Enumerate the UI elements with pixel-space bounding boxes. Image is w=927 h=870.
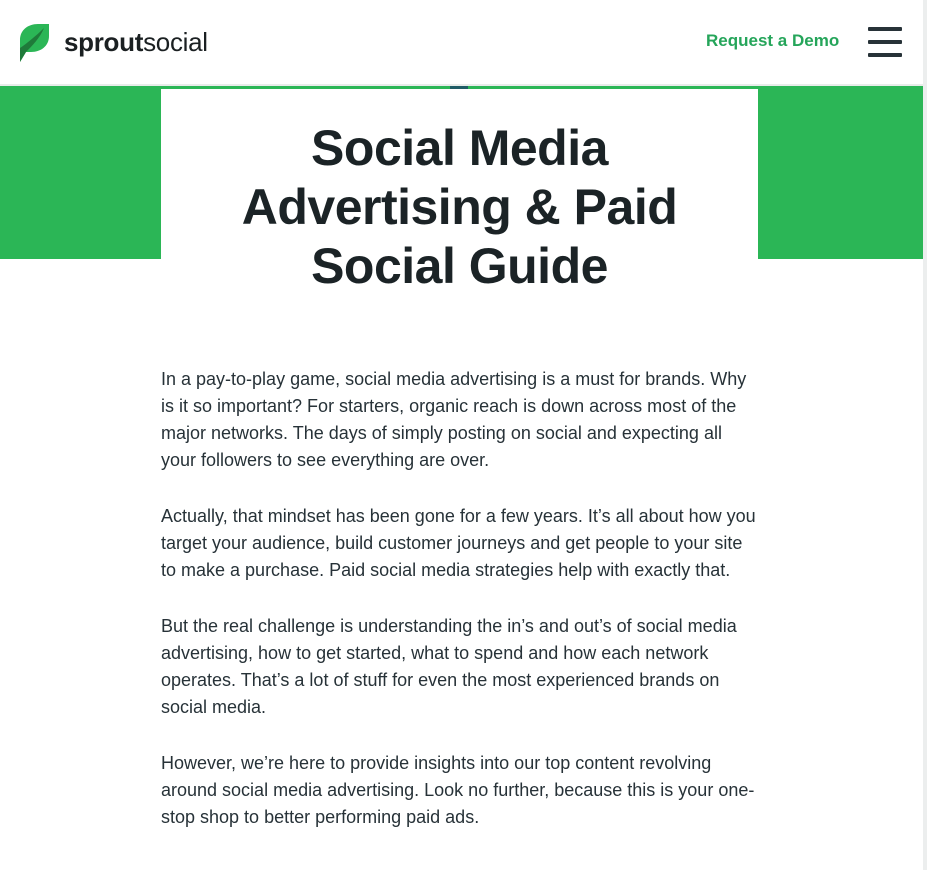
article-body: [161, 366, 761, 860]
menu-bar: [868, 27, 902, 31]
hamburger-menu-icon[interactable]: [868, 27, 902, 57]
brand-wordmark-light: social: [143, 27, 208, 57]
page-title: [161, 119, 758, 296]
menu-bar: [868, 53, 902, 57]
article-paragraph: But the real challenge is understanding the in’s and out’s of social media advertising, how to get started, what to spend and how each network operates. That’s a lot of stuff for even the most experienced brands on social media.: [161, 616, 737, 717]
title-card: [161, 89, 758, 304]
page-title-line: Advertising & Paid: [241, 179, 678, 235]
site-header: [0, 0, 927, 86]
menu-bar: [868, 40, 902, 44]
brand-wordmark-bold: sprout: [64, 27, 144, 57]
article-paragraph: In a pay-to-play game, social media advertising is a must for brands. Why is it so important? For starters, organic reach is down across most of the major networks. The days of simply posting on social and expecting all your followers to see everything are over.: [161, 369, 747, 470]
page-title-line: Social Media: [311, 120, 608, 176]
page-scrollbar[interactable]: [923, 0, 927, 870]
article-paragraph: Actually, that mindset has been gone for a few years. It’s all about how you target your audience, build customer journeys and get people to your site to make a purchase. Paid social media strategies help with exactly that.: [161, 506, 756, 580]
brand-wordmark: [64, 29, 208, 55]
article-paragraph: However, we’re here to provide insights into our top content revolving around social media advertising. Look no further, because this is your one-stop shop to better performing paid ads.: [161, 753, 755, 827]
sprout-social-logo[interactable]: [16, 22, 208, 62]
request-demo-link[interactable]: Request a Demo: [706, 31, 840, 50]
sprout-leaf-icon: [16, 22, 50, 62]
page-title-line: Social Guide: [311, 238, 608, 294]
